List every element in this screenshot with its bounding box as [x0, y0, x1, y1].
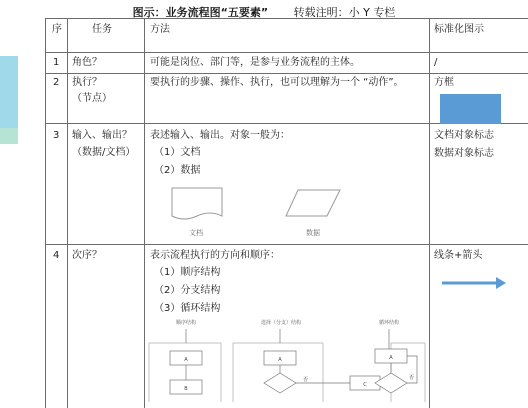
row-number: 4	[53, 250, 60, 261]
data-shape-label: 数据	[306, 229, 320, 237]
method-text: 可能是岗位、部门等，是参与业务流程的主体。	[150, 57, 360, 68]
sequence-node-b-label: B	[184, 386, 188, 392]
row-divider	[45, 244, 528, 245]
branch-decision	[264, 373, 296, 393]
arrow-head	[496, 277, 506, 289]
task-io: 输入、输出？	[72, 130, 132, 141]
standard-none: /	[434, 57, 438, 68]
branch-title: 选择（分支）结构	[260, 320, 302, 326]
standard-data-label: 数据对象标志	[434, 148, 494, 159]
figure-title: 图示：业务流程图“五要素”	[132, 6, 269, 19]
process-box-shape	[440, 94, 501, 124]
task-execute-note: （节点）	[72, 93, 112, 104]
io-shapes	[160, 183, 400, 243]
method-list-item: （1）顺序结构	[154, 267, 221, 278]
table-border-left	[45, 18, 46, 408]
arrow-shape	[440, 273, 510, 293]
method-list-item: （3）循环结构	[154, 303, 221, 314]
branch-node-a-label: A	[278, 357, 282, 363]
method-text: 要执行的步骤、操作、执行，也可以理解为一个 “动作”。	[150, 77, 404, 88]
loop-node-a-label: A	[389, 355, 393, 361]
method-list-item: （1）文档	[154, 147, 201, 158]
side-accent-bar	[0, 56, 18, 130]
task-io-note: （数据/文档）	[72, 147, 136, 158]
method-text: 表述输入、输出。对象一般为：	[150, 130, 290, 141]
sequence-title: 顺序结构	[175, 320, 197, 326]
loop-title: 循环结构	[378, 320, 400, 326]
standard-document-label: 文档对象标志	[434, 130, 494, 141]
column-divider	[67, 18, 68, 408]
header-standard: 标准化图示	[434, 24, 484, 35]
branch-no-label: 否	[303, 377, 309, 383]
loop-no-label: 否	[409, 375, 415, 381]
table-border-top	[45, 18, 528, 19]
reprint-note: 转载注明：小 Y 专栏	[293, 6, 396, 19]
row-number: 3	[53, 130, 60, 141]
header-method: 方法	[150, 24, 170, 35]
task-order: 次序？	[72, 250, 102, 261]
standard-box-label: 方框	[434, 77, 454, 88]
branch-node-c-label: C	[363, 382, 367, 388]
row-number: 2	[53, 77, 60, 88]
task-role: 角色？	[72, 57, 102, 68]
method-list-item: （2）数据	[154, 165, 201, 176]
task-execute: 执行？	[72, 77, 102, 88]
document-shape	[172, 188, 222, 219]
column-divider	[429, 18, 430, 408]
header-number: 序	[52, 24, 62, 35]
standard-arrow-label: 线条+箭头	[434, 250, 483, 261]
sequence-node-a-label: A	[184, 357, 188, 363]
data-shape	[286, 190, 340, 216]
method-list-item: （2）分支结构	[154, 285, 221, 296]
document-shape-label: 文档	[189, 229, 203, 237]
method-text: 表示流程执行的方向和顺序：	[150, 250, 280, 261]
row-number: 1	[53, 57, 60, 68]
side-accent-bar-lower	[0, 128, 18, 144]
header-task: 任务	[92, 24, 112, 35]
flow-structure-diagrams	[145, 316, 428, 402]
five-elements-table	[45, 18, 528, 408]
header-divider	[45, 52, 528, 53]
